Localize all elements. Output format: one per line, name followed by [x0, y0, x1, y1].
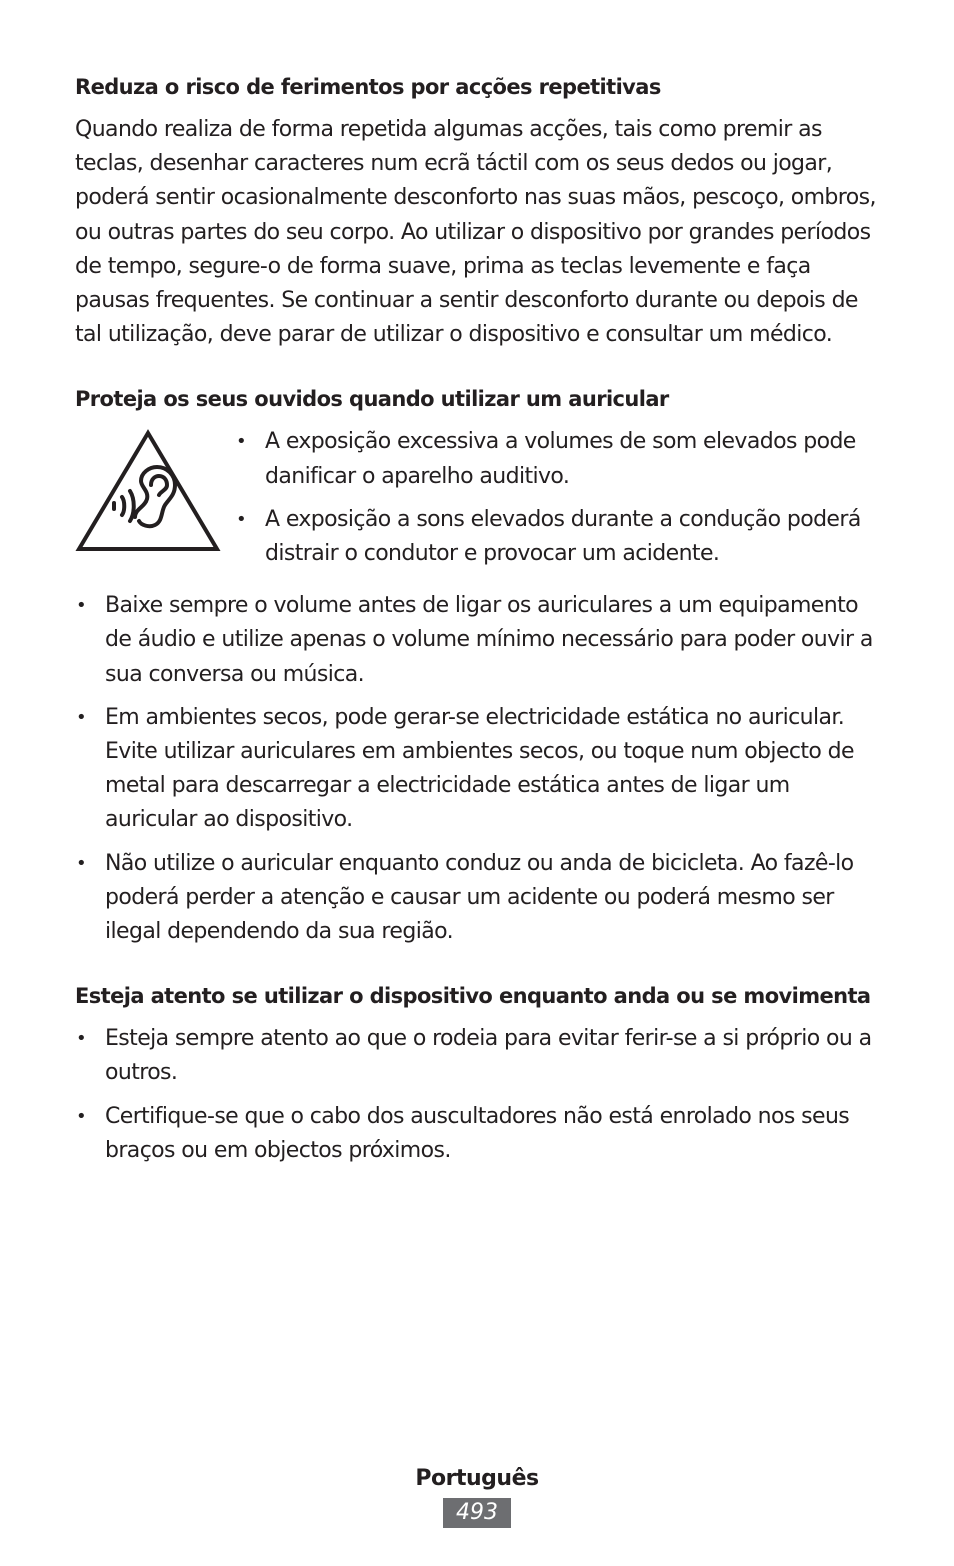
list-item-text: Baixe sempre o volume antes de ligar os auriculares a um equipamento de áudio e utilize apenas o volume mínimo necessário para poder ouvir a sua conversa ou música.	[105, 593, 873, 687]
list-item	[75, 1100, 887, 1168]
section-heading-repetitive-injury: Reduza o risco de ferimentos por acções repetitivas	[75, 75, 661, 99]
list-item-text: A exposição excessiva a volumes de som elevados pode danificar o aparelho auditivo.	[265, 429, 856, 489]
list-item	[75, 589, 887, 692]
bullet-icon: •	[76, 706, 87, 728]
bullet-icon: •	[236, 431, 247, 453]
hearing-warning-block	[75, 425, 887, 580]
list-item-text: Esteja sempre atento ao que o rodeia para evitar ferir-se a si próprio ou a outros.	[105, 1026, 872, 1086]
bullet-icon: •	[76, 595, 87, 617]
list-item	[235, 503, 887, 571]
section-heading-protect-hearing: Proteja os seus ouvidos quando utilizar um auricular	[75, 387, 669, 412]
bullet-icon: •	[236, 508, 247, 530]
hearing-tips-list	[75, 589, 887, 949]
walking-caution-list	[75, 1022, 887, 1168]
bullet-icon: •	[76, 1028, 87, 1050]
bullet-icon: •	[76, 1105, 87, 1127]
hearing-warning-icon	[75, 425, 235, 580]
page-content	[75, 70, 887, 1177]
list-item-text: A exposição a sons elevados durante a condução poderá distrair o condutor e provocar um acidente.	[265, 506, 861, 567]
list-item	[235, 425, 887, 493]
section-heading-walking-caution: Esteja atento se utilizar o dispositivo enquanto anda ou se movimenta	[75, 984, 871, 1009]
list-item	[75, 701, 887, 838]
footer-language: Português	[415, 1466, 539, 1491]
section-paragraph-repetitive-injury: Quando realiza de forma repetida algumas acções, tais como premir as teclas, desenhar caracteres num ecrã táctil com os seus dedos ou jogar, poderá sentir ocasionalmente desconforto nas suas mãos, pescoço, ombros, ou outras partes do seu corpo. Ao utilizar o dispositivo por grandes períodos de tempo, segure-o de forma suave, prima as teclas levemente e faça pausas frequentes. Se continuar a sentir desconforto durante ou depois de tal utilização, deve parar de utilizar o dispositivo e consultar um médico.	[75, 117, 876, 348]
page-footer	[0, 1462, 954, 1528]
list-item-text: Em ambientes secos, pode gerar-se electricidade estática no auricular. Evite utilizar auriculares em ambientes secos, ou toque num objecto de metal para descarregar a electricidade estática antes de ligar um auricular ao dispositivo.	[105, 704, 854, 833]
bullet-icon: •	[76, 852, 87, 874]
section-spacer	[75, 352, 887, 382]
list-item-text: Certifique-se que o cabo dos auscultadores não está enrolado nos seus braços ou em objectos próximos.	[105, 1103, 850, 1163]
list-item-text: Não utilize o auricular enquanto conduz ou anda de bicicleta. Ao fazê-lo poderá perder a atenção e causar um acidente ou poderá mesmo ser ilegal dependendo da sua região.	[105, 850, 854, 945]
list-item	[75, 1022, 887, 1090]
list-item	[75, 847, 887, 950]
hearing-warning-list-container	[235, 425, 887, 580]
section-spacer	[75, 958, 887, 979]
hearing-warning-list	[235, 425, 887, 571]
page-number-badge: 493	[443, 1498, 511, 1528]
